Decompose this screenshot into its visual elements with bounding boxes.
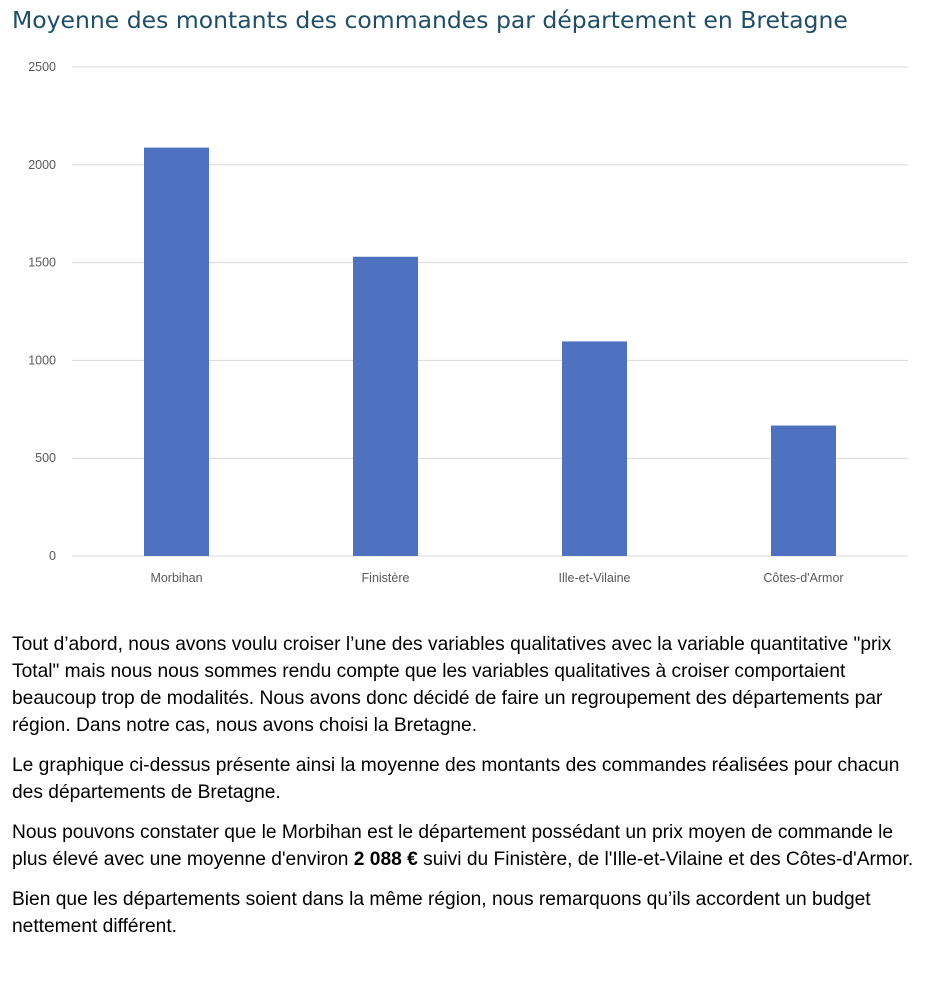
paragraph-3 xyxy=(12,819,918,873)
y-tick-label: 500 xyxy=(35,451,56,466)
paragraph-1: Tout d’abord, nous avons voulu croiser l’une des variables qualitatives avec la variable quantitative "prix Total" mais nous nous sommes rendu compte que les variables qualitatives à croiser comportaient beaucoup trop de modalités. Nous avons donc décidé de faire un regroupement des départements par région. Dans notre cas, nous avons choisi la Bretagne. xyxy=(12,634,892,736)
paragraph-4: Bien que les départements soient dans la même région, nous remarquons qu’ils accordent un budget nettement différent. xyxy=(12,889,871,937)
y-tick-label: 2000 xyxy=(28,157,56,172)
x-tick-label: Ille-et-Vilaine xyxy=(558,571,631,585)
average-value: 2 088 € xyxy=(353,849,418,870)
x-tick-label: Côtes-d'Armor xyxy=(763,571,844,585)
y-axis-ticks xyxy=(28,60,56,563)
paragraph-3-start: Nous pouvons constater que le Morbihan est le département possédant un prix moyen de commande le plus élevé avec une moyenne d'environ xyxy=(12,822,894,870)
x-tick-label: Morbihan xyxy=(150,571,203,585)
y-tick-label: 0 xyxy=(49,549,56,563)
y-tick-label: 1000 xyxy=(28,353,56,368)
paragraph-2: Le graphique ci-dessus présente ainsi la moyenne des montants des commandes réalisées pour chacun des départements de Bretagne. xyxy=(12,755,900,803)
bars xyxy=(144,148,836,556)
y-tick-label: 2500 xyxy=(28,60,56,74)
description xyxy=(12,631,918,953)
bar-3 xyxy=(771,426,836,556)
x-tick-label: Finistère xyxy=(361,571,410,585)
bar-2 xyxy=(562,341,627,556)
x-axis-ticks xyxy=(150,571,843,585)
chart-title: Moyenne des montants des commandes par département en Bretagne xyxy=(12,6,848,34)
bar-chart xyxy=(0,50,928,595)
bar-0 xyxy=(144,148,209,556)
paragraph-3-end: suivi du Finistère, de l'Ille-et-Vilaine et des Côtes-d'Armor. xyxy=(417,849,914,870)
bar-1 xyxy=(353,257,418,556)
y-tick-label: 1500 xyxy=(28,255,56,270)
